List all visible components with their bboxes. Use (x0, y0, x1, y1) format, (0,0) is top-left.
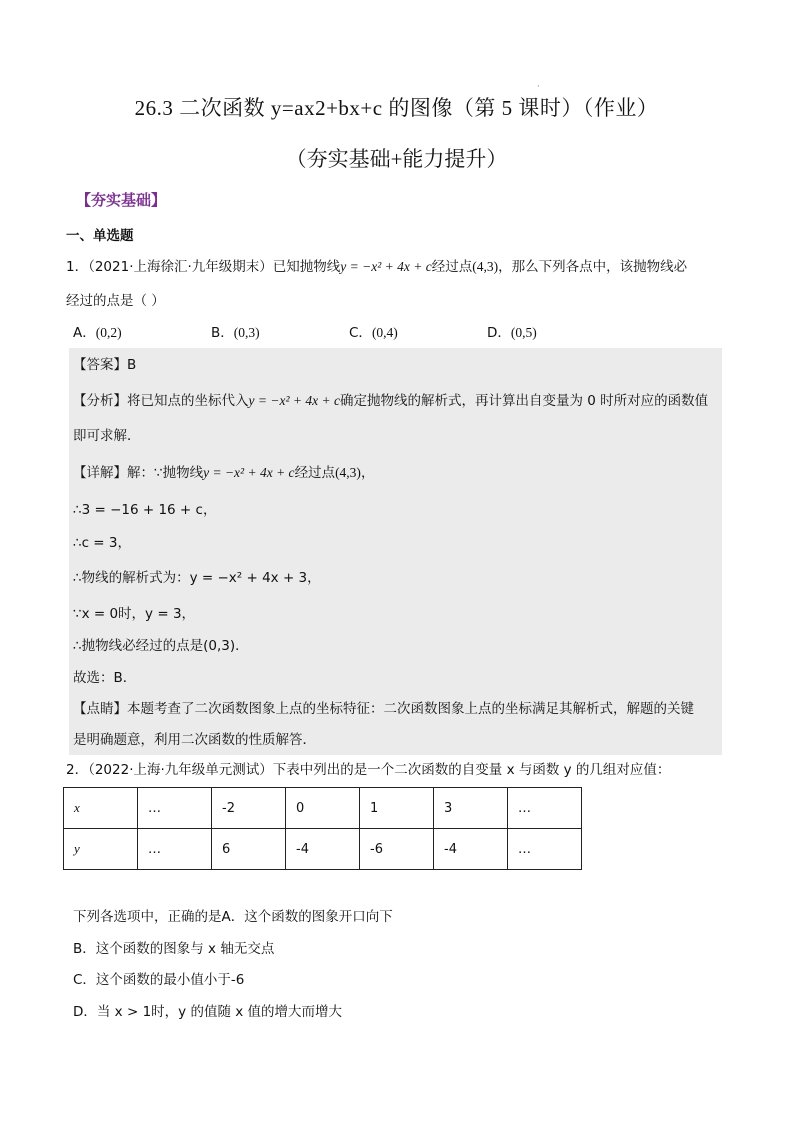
q1-point: (4,3) (472, 259, 499, 274)
table-cell: … (508, 788, 582, 829)
table-cell: 3 (434, 788, 508, 829)
table-cell: 0 (286, 788, 360, 829)
table-cell: x (64, 788, 138, 829)
q2-option-c: C．这个函数的最小值小于-6 (73, 972, 245, 988)
option-label: D． (487, 325, 511, 341)
detail-line1 (73, 463, 374, 483)
detail-text-a: 解：∵抛物线 (127, 465, 204, 481)
section-tag: 【夯实基础】 (76, 191, 167, 209)
comment-line1 (73, 699, 694, 719)
q1-tail: ，那么下列各点中，该抛物线必 (498, 259, 688, 275)
q2-lead: 下列各选项中，正确的是 (73, 909, 222, 925)
table-cell: -4 (434, 829, 508, 870)
option-label: A． (73, 325, 96, 341)
table-row (64, 829, 582, 870)
option-value: (0,2) (95, 325, 122, 340)
q2-option-a-line (73, 907, 393, 927)
table-cell: -4 (286, 829, 360, 870)
q1-equation: y = −x² + 4x + c (340, 259, 432, 274)
table-cell: … (138, 788, 212, 829)
page-title: 26.3 二次函数 y=ax2+bx+c 的图像（第 5 课时）（作业） (134, 96, 659, 120)
q1-option-b (211, 323, 260, 343)
detail-point: (4,3) (335, 465, 361, 480)
q1-option-a (73, 323, 122, 343)
table-cell: … (508, 829, 582, 870)
detail-step-3: ∴物线的解析式为：y = −x² + 4x + 3， (73, 570, 321, 586)
analysis-equation: y = −x² + 4x + c (248, 393, 340, 408)
q1-line1 (66, 257, 687, 277)
table-cell: … (138, 829, 212, 870)
answer-value: B (127, 357, 137, 373)
analysis-text-a: 将已知点的坐标代入 (127, 393, 249, 409)
detail-text-b: 经过点 (294, 465, 336, 481)
option-value: (0,5) (510, 325, 537, 340)
detail-text-c: ， (360, 465, 375, 481)
analysis-line2: 即可求解． (73, 428, 141, 444)
q1-option-c (349, 323, 398, 343)
option-value: (0,3) (233, 325, 260, 340)
detail-equation: y = −x² + 4x + c (203, 465, 295, 480)
comment-text-1: 本题考查了二次函数图象上点的坐标特征：二次函数图象上点的坐标满足其解析式，解题的关键 (127, 701, 694, 717)
q2-option-a: A．这个函数的图象开口向下 (221, 909, 393, 925)
q1-source: （2021·上海徐汇·九年级期末）已知抛物线 (88, 259, 341, 275)
option-label: B． (211, 325, 234, 341)
q1-number: 1． (66, 259, 89, 275)
detail-step-1: ∴3 = −16 + 16 + c， (73, 502, 217, 518)
analysis-line1 (73, 391, 708, 411)
subsection-heading: 一、单选题 (66, 228, 134, 244)
analysis-text-b: 确定抛物线的解析式，再计算出自变量为 0 时所对应的函数值 (339, 393, 709, 409)
comment-tag: 【点睛】 (73, 701, 127, 717)
table-cell: 1 (360, 788, 434, 829)
q1-line2: 经过的点是（ ） (66, 293, 165, 309)
detail-tag: 【详解】 (73, 465, 127, 481)
comment-line2: 是明确题意，利用二次函数的性质解答． (73, 732, 316, 748)
q2-intro: 2．（2022·上海·九年级单元测试）下表中列出的是一个二次函数的自变量 x 与函数 y 的几组对应值： (66, 762, 671, 778)
option-value: (0,4) (371, 325, 398, 340)
header-dot: · (537, 82, 540, 91)
table-cell: 6 (212, 829, 286, 870)
detail-step-5: ∴抛物线必经过的点是(0,3)． (73, 638, 249, 654)
q2-option-d: D．当 x > 1时，y 的值随 x 值的增大而增大 (73, 1004, 343, 1020)
detail-step-6: 故选：B． (73, 670, 137, 686)
detail-step-4: ∵x = 0时，y = 3， (73, 606, 196, 622)
answer-tag: 【答案】 (73, 357, 127, 373)
option-label: C． (349, 325, 372, 341)
page-subtitle: （夯实基础+能力提升） (285, 147, 508, 171)
answer-line (73, 355, 136, 375)
analysis-tag: 【分析】 (73, 393, 127, 409)
value-table (63, 787, 582, 870)
table-cell: -6 (360, 829, 434, 870)
detail-step-2: ∴c = 3， (73, 535, 131, 551)
table-cell: y (64, 829, 138, 870)
q2-option-b: B．这个函数的图象与 x 轴无交点 (73, 941, 275, 957)
table-cell: -2 (212, 788, 286, 829)
q1-option-d (487, 323, 537, 343)
q1-mid: 经过点 (431, 259, 473, 275)
table-row (64, 788, 582, 829)
